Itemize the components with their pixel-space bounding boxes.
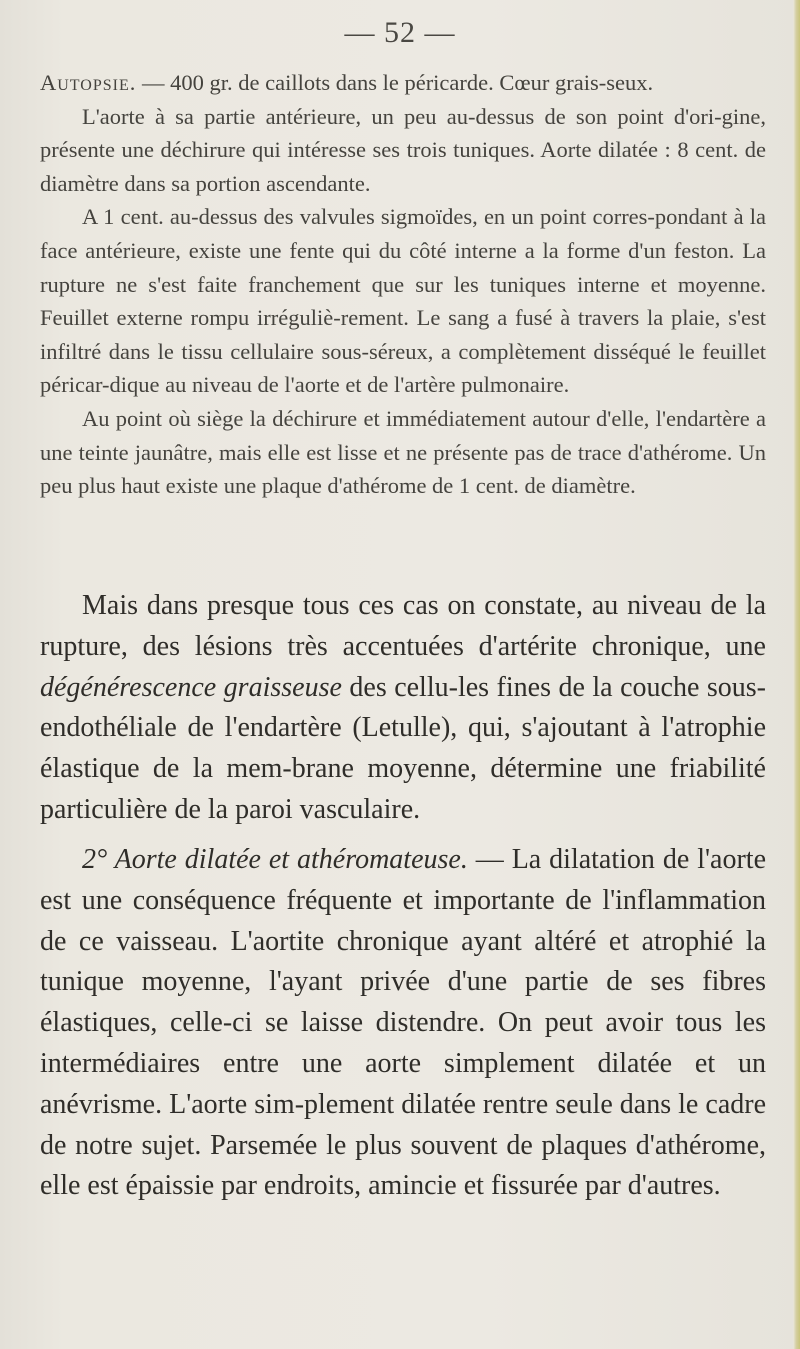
paragraph-mais-start: Mais dans presque tous ces cas on constate, au niveau de la rupture, des lésions très accentuées d'artérite chronique, une [40,590,766,662]
autopsy-notes [40,66,766,503]
paragraph-mais-end: des cellu-les fines de la couche sous-endothéliale de l'endartère (Letulle), qui, s'ajoutant à l'atrophie élastique de la mem-brane moyenne, détermine une friabilité particulière de la paroi vasculaire. [40,671,766,825]
paragraph-aorte [40,840,766,1207]
section-heading-aorte: 2° Aorte dilatée et athéromateuse. [82,844,468,875]
paragraph-aorte-text: — La dilatation de l'aorte est une conséquence fréquente et importante de l'inflammation de ce vaisseau. L'aortite chronique ayant altéré et atrophié la tunique moyenne, l'ayant privée d'une partie de ses fibres élastiques, celle-ci se laisse distendre. On peut avoir tous les intermédiaires entre une aorte simplement dilatée et un anévrisme. L'aorte sim-plement dilatée rentre seule dans le cadre de notre sujet. Parsemée le plus souvent de plaques d'athérome, elle est épaissie par endroits, amincie et fissurée par d'autres. [40,844,766,1202]
autopsy-text: — 400 gr. de caillots dans le péricarde. Cœur grais-seux. [136,70,654,95]
body-text-mais [40,586,766,831]
autopsy-paragraph [40,66,766,100]
autopsy-paragraph-3: A 1 cent. au-dessus des valvules sigmoïdes, en un point corres-pondant à la face antérieure, existe une fente qui du côté interne a la forme d'un feston. La rupture ne s'est faite franchement que sur les tuniques interne et moyenne. Feuillet externe rompu irréguliè-rement. Le sang a fusé à travers la plaie, s'est infiltré dans le tissu cellulaire sous-séreux, a complètement disséqué le feuillet péricar-dique au niveau de l'aorte et de l'artère pulmonaire. [40,204,766,398]
page-edge [793,0,800,1349]
autopsy-paragraph-2: L'aorte à sa partie antérieure, un peu au-dessus de son point d'ori-gine, présente une déchirure qui intéresse ses trois tuniques. Aorte dilatée : 8 cent. de diamètre dans sa portion ascendante. [40,103,766,196]
autopsy-paragraph-4: Au point où siège la déchirure et immédiatement autour d'elle, l'endartère a une teinte jaunâtre, mais elle est lisse et ne présente pas de trace d'athérome. Un peu plus haut existe une plaque d'athérome de 1 cent. de diamètre. [40,405,766,499]
body-text-aorte [40,840,766,1207]
paragraph-mais [40,586,766,831]
emphasis-degenerescence: dégénérescence graisseuse [40,671,342,703]
autopsy-label: Autopsie. [40,70,137,95]
page-number: — 52 — [344,16,456,49]
